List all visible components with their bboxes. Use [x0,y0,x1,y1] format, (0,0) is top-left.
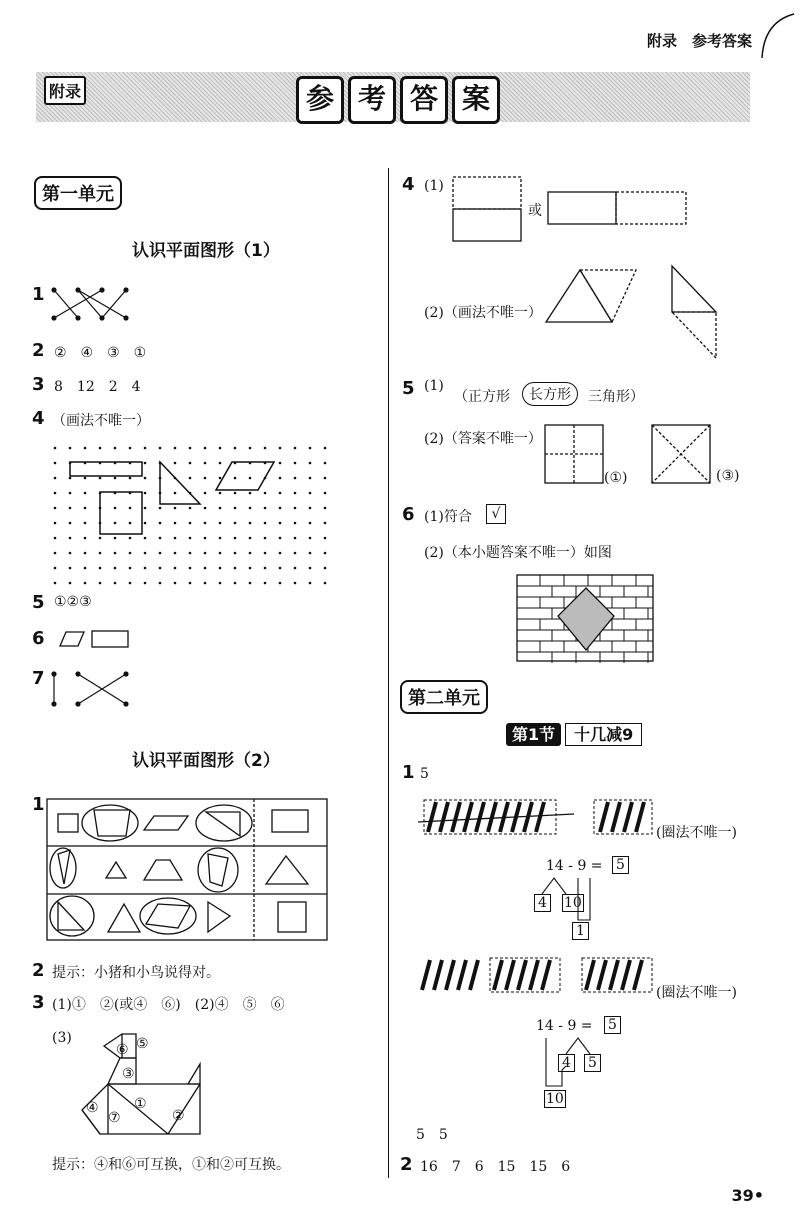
answer-text: 提示：小猪和小鸟说得对。 [52,965,220,981]
tangram-label: ① [134,1096,147,1112]
counting-stick [622,960,630,990]
grid-dot [249,477,252,480]
grid-dot [84,537,87,540]
result-box: 5 [604,1016,621,1034]
grid-dot [54,447,57,450]
column-divider [388,168,389,1178]
section-name: 十几减9 [565,723,642,746]
counting-stick [434,960,442,990]
counting-stick [458,960,466,990]
counting-stick [446,960,454,990]
counting-stick [518,960,526,990]
grid-dot [279,522,282,525]
unit-label: 第二单元 [400,680,488,714]
grid-dot [204,522,207,525]
counting-stick [506,960,514,990]
question-number: 4 [402,174,415,195]
grid-dot [264,507,267,510]
grid-dot [279,552,282,555]
grid-dot [144,507,147,510]
grid-dot [189,507,192,510]
grid-dot [249,507,252,510]
grid-dot [54,462,57,465]
grid-dot [174,582,177,585]
grid-dot [249,552,252,555]
sub-label: (1)符合 [424,509,472,525]
sub-label: (2)（答案不唯一） [424,431,542,447]
check-box: √ [486,504,506,524]
grid-dot [279,507,282,510]
grid-dot [69,537,72,540]
grid-dot [294,462,297,465]
sub-label: (1) [424,178,444,194]
grid-dot [144,492,147,495]
square-fold-answers [544,424,714,486]
question-number: 2 [400,1154,413,1175]
title-char: 参 [296,76,344,124]
split-box: 1 [572,922,589,940]
question-number: 1 [32,794,45,815]
question-number: 6 [402,504,415,525]
grid-dot [144,567,147,570]
grid-dot [294,537,297,540]
grid-dot [54,552,57,555]
counting-stick [542,960,550,990]
grid-dot [129,522,132,525]
question-number: 1 [32,284,45,305]
grid-dot [234,567,237,570]
grid-dot [54,582,57,585]
grid-dot [204,582,207,585]
grid-dot [159,447,162,450]
split-box: 4 [558,1054,575,1072]
question-number: 3 [32,374,45,395]
page-number: 39• [731,1186,764,1205]
answer-text: (3) [52,1030,72,1046]
counting-stick [476,802,484,832]
grid-dot [309,522,312,525]
grid-dot [279,447,282,450]
grid-dot [249,492,252,495]
grid-dot [294,477,297,480]
answer-text: 16 7 6 15 15 6 [420,1159,571,1175]
tangram-label: ③ [122,1066,135,1082]
grid-dot [84,522,87,525]
triangle-answer [544,266,724,362]
grid-dot [219,567,222,570]
grid-dot [294,492,297,495]
stick-groups [418,956,658,996]
grid-dot [324,507,327,510]
grid-dot [249,582,252,585]
grid-dot [159,507,162,510]
grid-dot [294,552,297,555]
grid-dot [294,447,297,450]
grid-dot [144,477,147,480]
grid-dot [234,537,237,540]
or-text: 或 [528,203,542,219]
grid-dot [219,582,222,585]
grid-dot [234,492,237,495]
grid-dot [204,462,207,465]
grid-dot [264,447,267,450]
question-number: 5 [32,592,45,613]
grid-dot [69,447,72,450]
grid-dot [144,447,147,450]
grid-dot [309,537,312,540]
option-triangle: 三角形） [588,389,644,405]
grid-dot [189,522,192,525]
grid-dot [279,477,282,480]
brick-wall-figure [516,574,656,664]
grid-dot [324,462,327,465]
grid-dot [294,507,297,510]
grid-dot [189,582,192,585]
grid-dot [174,537,177,540]
grid-dot [114,522,117,525]
counting-stick [586,960,594,990]
grid-dot [264,492,267,495]
grid-dot [69,477,72,480]
counting-stick [598,960,606,990]
grid-dot [204,447,207,450]
dot-grid-drawing [52,446,332,582]
grid-dot [159,522,162,525]
tangram-label: ⑤ [136,1036,149,1052]
grid-dot [159,567,162,570]
grid-dot [99,447,102,450]
grid-dot [279,582,282,585]
question-number: 3 [32,992,45,1013]
grid-dot [249,537,252,540]
grid-dot [219,447,222,450]
answer-text: ①②③ [54,594,92,610]
grid-dot [129,477,132,480]
rectangle-answer [452,176,692,246]
sub-label: (2)（本小题答案不唯一）如图 [424,545,612,561]
grid-dot [159,552,162,555]
counting-stick [624,802,632,832]
question-number: 5 [402,378,415,399]
grid-dot [114,567,117,570]
grid-dot [114,537,117,540]
grid-dot [294,567,297,570]
grid-dot [324,447,327,450]
grid-dot [144,522,147,525]
answer-note: （画法不唯一） [52,413,150,429]
section-title: 认识平面图形（2） [132,751,280,771]
grid-dot [69,522,72,525]
grid-dot [69,567,72,570]
stick-groups [418,798,658,838]
grid-dot [144,537,147,540]
grid-dot [54,492,57,495]
grid-dot [129,567,132,570]
grid-dot [189,477,192,480]
grid-dot [84,567,87,570]
grid-dot [204,552,207,555]
grid-dot [324,492,327,495]
grid-dot [99,477,102,480]
grid-dot [234,582,237,585]
question-number: 6 [32,628,45,649]
grid-dot [69,507,72,510]
grid-dot [309,567,312,570]
title-char: 考 [348,76,396,124]
grid-dot [129,507,132,510]
grid-dot [234,552,237,555]
answer-text: 5 [420,766,429,782]
grid-dot [219,537,222,540]
grid-dot [144,582,147,585]
counting-stick [422,960,430,990]
equation: 14 - 9 = [546,858,603,874]
grid-dot [219,477,222,480]
grid-dot [324,537,327,540]
split-box: 10 [564,895,582,911]
section-tag: 第1节 [506,723,561,746]
answer-text: 8 12 2 4 [54,379,141,395]
grid-dot [309,447,312,450]
grid-dot [189,537,192,540]
counting-stick [600,802,608,832]
counting-stick [452,802,460,832]
grid-dot [129,447,132,450]
matching-lines [48,284,138,324]
grid-dot [189,552,192,555]
grid-dot [264,552,267,555]
grid-dot [309,462,312,465]
grid-dot [114,582,117,585]
grid-dot [234,477,237,480]
grid-dot [309,477,312,480]
grid-dot [174,447,177,450]
grid-dot [189,462,192,465]
tangram-label: ⑦ [108,1110,121,1126]
grid-dot [309,552,312,555]
question-number: 7 [32,668,45,689]
hint-text: 提示：④和⑥可互换，①和②可互换。 [52,1157,290,1173]
note-text: (圈法不唯一) [656,825,737,841]
note-text: (圈法不唯一) [656,985,737,1001]
matching-lines [48,668,138,712]
grid-dot [204,537,207,540]
shape-classification-table [46,798,328,942]
counting-stick [530,960,538,990]
grid-dot [84,447,87,450]
grid-dot [174,567,177,570]
grid-dot [279,462,282,465]
grid-dot [264,522,267,525]
tangram-figure [80,1034,220,1138]
section-heading [506,722,642,745]
grid-dot [174,552,177,555]
question-number: 2 [32,960,45,981]
grid-dot [279,492,282,495]
shapes-answer [52,628,142,652]
counting-stick [488,802,496,832]
grid-dot [159,582,162,585]
grid-dot [114,552,117,555]
grid-dot [99,552,102,555]
grid-dot [279,567,282,570]
grid-dot [219,522,222,525]
grid-dot [204,477,207,480]
sub-label: (2)（画法不唯一） [424,305,542,321]
counting-stick [470,960,478,990]
grid-dot [219,462,222,465]
grid-dot [174,462,177,465]
grid-dot [69,552,72,555]
grid-dot [84,507,87,510]
grid-dot [204,492,207,495]
banner-title [296,76,504,124]
grid-dot [294,522,297,525]
grid-dot [54,477,57,480]
split-box: 5 [584,1054,601,1072]
grid-dot [264,582,267,585]
unit-label: 第一单元 [34,176,122,210]
grid-dot [189,447,192,450]
running-header: 附录 参考答案 [646,32,752,50]
option-rectangle-circled: 长方形 [522,382,578,406]
counting-stick [612,802,620,832]
grid-dot [114,477,117,480]
answer-text: (①) [604,470,628,486]
counting-stick [464,802,472,832]
grid-dot [189,567,192,570]
grid-dot [84,492,87,495]
grid-dot [174,522,177,525]
grid-dot [324,477,327,480]
grid-dot [54,522,57,525]
question-number: 4 [32,408,45,429]
grid-dot [234,507,237,510]
grid-dot [249,447,252,450]
grid-dot [309,492,312,495]
grid-dot [294,582,297,585]
counting-stick [536,802,544,832]
tangram-label: ⑥ [116,1042,129,1058]
grid-dot [54,507,57,510]
grid-dot [219,492,222,495]
grid-dot [249,522,252,525]
grid-dot [174,507,177,510]
grid-dot [219,552,222,555]
answer-text: 5 5 [416,1127,448,1143]
grid-dot [144,462,147,465]
grid-dot [234,447,237,450]
counting-stick [494,960,502,990]
grid-dot [114,507,117,510]
question-number: 1 [402,762,415,783]
grid-dot [309,582,312,585]
equation: 14 - 9 = [536,1018,593,1034]
grid-dot [114,447,117,450]
answer-text: ② ④ ③ ① [54,345,147,361]
tangram-label: ④ [86,1100,99,1116]
corner-curve [758,10,798,60]
grid-dot [249,567,252,570]
grid-dot [309,507,312,510]
grid-dot [69,492,72,495]
grid-dot [69,582,72,585]
sub-label: (1) [424,378,444,394]
grid-dot [144,552,147,555]
grid-dot [99,567,102,570]
counting-stick [610,960,618,990]
grid-dot [99,537,102,540]
grid-dot [264,567,267,570]
answer-text: (1)① ②(或④ ⑥) (2)④ ⑤ ⑥ [52,997,285,1013]
grid-dot [129,552,132,555]
question-number: 2 [32,340,45,361]
title-char: 答 [400,76,448,124]
grid-dot [54,537,57,540]
grid-dot [204,567,207,570]
grid-dot [99,582,102,585]
grid-dot [84,477,87,480]
grid-dot [324,552,327,555]
grid-dot [324,567,327,570]
grid-dot [234,522,237,525]
split-box: 4 [534,894,551,912]
section-title: 认识平面图形（1） [132,241,280,261]
counting-stick [428,802,436,832]
grid-dot [324,522,327,525]
grid-dot [54,567,57,570]
grid-dot [324,582,327,585]
grid-dot [129,537,132,540]
grid-dot [264,537,267,540]
tangram-label: ② [172,1108,185,1124]
grid-dot [129,582,132,585]
title-char: 案 [452,76,500,124]
split-box: 10 [546,1091,564,1107]
counting-stick [634,960,642,990]
grid-dot [84,552,87,555]
option-square: （正方形 [454,389,510,405]
grid-dot [279,537,282,540]
grid-dot [159,537,162,540]
appendix-tag: 附录 [44,76,86,105]
grid-dot [174,492,177,495]
counting-stick [440,802,448,832]
grid-dot [204,507,207,510]
counting-stick [636,802,644,832]
grid-dot [219,507,222,510]
grid-dot [84,582,87,585]
answer-text: (③) [716,468,740,484]
result-box: 5 [612,856,629,874]
